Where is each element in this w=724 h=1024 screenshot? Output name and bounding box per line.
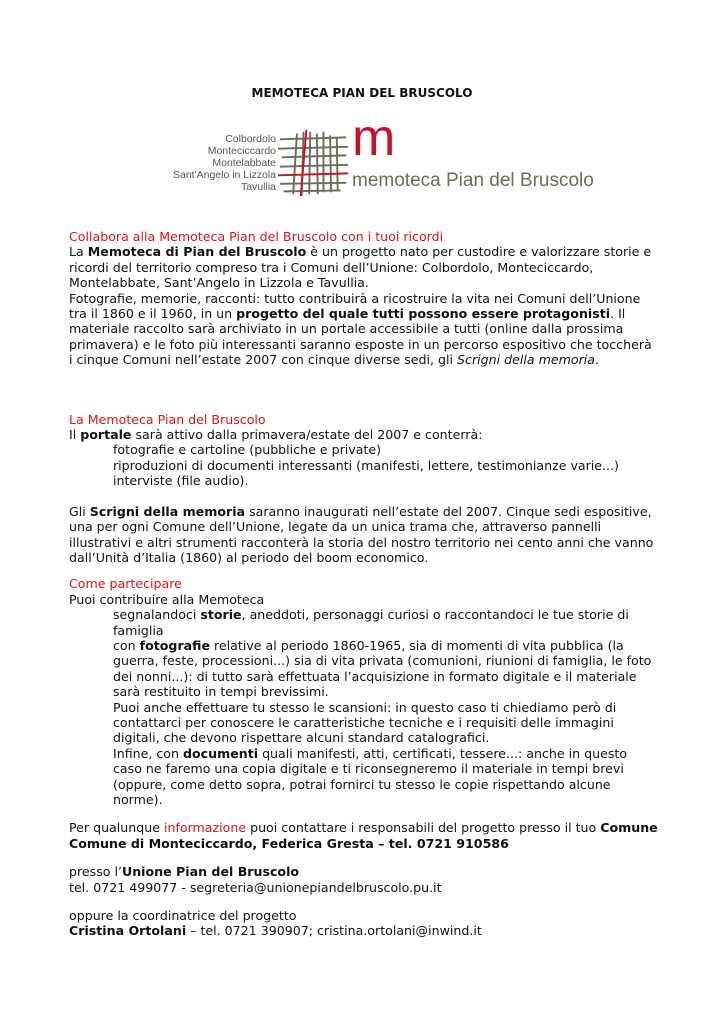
text-segment: Fotografie, memorie, racconti: tutto contribuirà a ricostruire la vita nei Comuni dell’Unione tra il 1860 e il 1960, in un (69, 290, 641, 322)
contact-coordinatrice (69, 908, 659, 939)
text-segment: . Il materiale raccolto sarà archiviato in un portale accessibile a tutti (online dalla prossima primavera) e le foto più interessanti saranno esposte in un percorso espositivo che toccherà i cinque Comuni nell’estate 2007 con cinque diverse sedi, gli (69, 306, 652, 368)
text-segment: quali manifesti, atti, certificati, tessere...: anche in questo caso ne faremo una copia digitale e ti riconsegneremo il materiale in tempi brevi (oppure, come detto sopra, potrai fornirci tu stesso le copie rispettando alcune norme). (113, 745, 628, 807)
text-segment: oppure la coordinatrice del progetto (69, 908, 297, 924)
paragraph: Puoi contribuire alla Memoteca (69, 591, 265, 607)
logo-town: Montelabbate (212, 157, 276, 169)
text-segment: relative al periodo 1860-1965, sia di momenti di vita pubblica (la guerra, feste, processioni...) sia di vita privata (comunioni, riunioni di famiglia, le foto dei nonni...): di tutto sarà effettuata l’acquisizione in formato digitale e il materiale sarà restituito in tempi brevissimi. (113, 637, 652, 700)
text-segment: Cristina Ortolani (69, 923, 187, 939)
text-segment: La (69, 244, 88, 260)
text-segment: Scrigni della memoria (457, 352, 595, 368)
list-item (69, 607, 659, 638)
paragraph (69, 291, 659, 368)
text-segment: progetto del quale tutti possono essere protagonisti (236, 306, 611, 322)
text-segment: segnalandoci (113, 607, 201, 623)
section-memoteca (69, 412, 659, 566)
list-item: Puoi anche effettuare tu stesso le scansioni: in questo caso ti chiediamo però di contattarci per conoscere le caratteristiche tecniche e i requisiti delle immagini digitali, che devono rispettare alcuni standard catalografici. (113, 699, 617, 746)
text-segment: puoi contattare i responsabili del progetto presso il tuo (246, 820, 601, 836)
text-segment: portale (80, 427, 132, 443)
text-segment: sarà attivo dalla primavera/estate del 2007 e conterrà: (131, 427, 483, 443)
logo-letter: m (352, 109, 396, 167)
page-title: MEMOTECA PIAN DEL BRUSCOLO (251, 86, 473, 100)
list-item: interviste (file audio). (113, 473, 249, 489)
section-collabora (69, 229, 659, 368)
section-heading: La Memoteca Pian del Bruscolo (69, 411, 266, 427)
logo-town: Tavullia (240, 181, 276, 193)
unione-contact-line: tel. 0721 499077 - segreteria@unionepiandelbruscolo.pu.it (69, 879, 442, 895)
text-segment: Per qualunque (69, 820, 164, 836)
text-segment: Comune Comune di Monteciccardo, Federica Gresta – tel. 0721 910586 (69, 820, 658, 851)
text-segment: Scrigni della memoria (89, 503, 246, 519)
text-segment: Gli (69, 503, 90, 519)
text-segment: . (594, 352, 599, 368)
document-body (69, 229, 659, 939)
grid-weave-icon (278, 124, 350, 200)
paragraph (69, 244, 659, 290)
text-segment: storie (200, 607, 242, 623)
paragraph (69, 504, 659, 566)
list-item (69, 638, 659, 700)
text-segment: Memoteca di Pian del Bruscolo (87, 244, 307, 260)
text-segment: Unione Pian del Bruscolo (121, 864, 300, 880)
text-segment: documenti (182, 745, 259, 761)
logo-town: Monteciccardo (207, 145, 276, 157)
text-segment: Il (69, 427, 81, 443)
text-segment: presso l’ (69, 864, 122, 880)
text-segment: saranno inaugurati nell’estate del 2007. Cinque sedi espositive, una per ogni Comune dell’Unione, legate da un unica trama che, attraverso pannelli illustrativi e altri strumenti racconterà la storia del nostro territorio nei cento anni che vanno dall’Unità d’Italia (1860) al periodo del boom economico. (69, 503, 654, 565)
section-heading: Come partecipare (69, 576, 182, 592)
list-item: fotografie e cartoline (pubbliche e private) (113, 442, 382, 458)
contact-unione (69, 864, 659, 895)
text-segment: con (113, 637, 140, 653)
logo-name: memoteca Pian del Bruscolo (352, 170, 594, 191)
paragraph (69, 427, 659, 442)
list-item: riproduzioni di documenti interessanti (manifesti, lettere, testimonianze varie...) (113, 457, 619, 473)
contact-comune (69, 820, 659, 851)
logo-town: Sant'Angelo in Lizzola (173, 169, 276, 181)
text-segment: è un progetto nato per custodire e valorizzare storie e ricordi del territorio compreso tra i Comuni dell’Unione: Colbordolo, Monteciccardo, Montelabbate, Sant’Angelo in Lizzola e Tavullia. (69, 244, 652, 291)
section-heading: Collabora alla Memoteca Pian del Bruscolo con i tuoi ricordi (69, 229, 444, 244)
section-partecipare (69, 576, 659, 807)
text-segment: , aneddoti, personaggi curiosi o raccontandoci le tue storie di famiglia (113, 607, 629, 638)
logo-town: Colbordolo (225, 133, 276, 145)
text-segment: – tel. 0721 390907; cristina.ortolani@inwind.it (186, 923, 482, 939)
text-segment: fotografie (139, 637, 211, 653)
memoteca-logo (172, 109, 594, 200)
list-item (69, 746, 659, 808)
text-segment: informazione (163, 820, 247, 836)
text-segment: Infine, con (113, 745, 183, 761)
